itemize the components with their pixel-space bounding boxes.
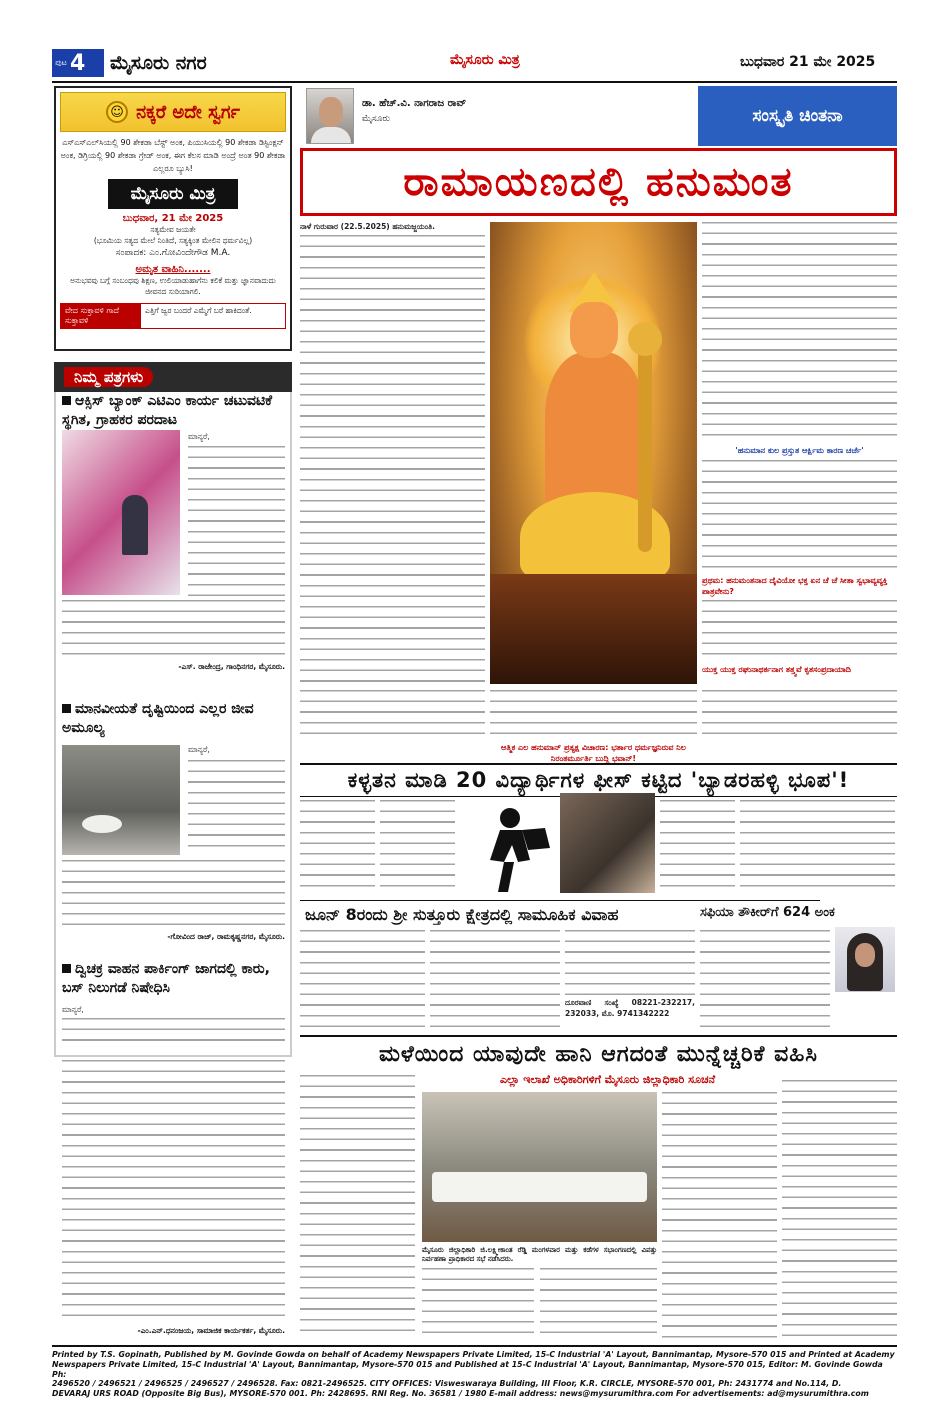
bhupa-col-3	[660, 800, 735, 895]
rain-col-2	[422, 1268, 534, 1340]
feature-col-3-end	[702, 690, 897, 740]
letter-3-title: ದ್ವಿಚಕ್ರ ವಾಹನ ಪಾರ್ಕಿಂಗ್ ಜಾಗದಲ್ಲಿ ಕಾರು, ಬಸ್ ನಿಲುಗಡೆ ನಿಷೇಧಿಸಿ	[62, 961, 270, 996]
bullet-icon	[62, 964, 71, 973]
thief-legs	[498, 862, 514, 892]
feature-callout-1: ಪ್ರಥಮ: ಹನುಮಂತನಾದ ದೈವಿಯೋ ಭಕ್ತ ಏನ ಚೆ ಚೆ ಸೀತಾ ಸ್ವಭಾವ್ಯವ್ಯಕ್ತಿ ಪಾತ್ರವೇನು?	[702, 576, 888, 596]
feature-col-3-top	[702, 222, 897, 440]
rain-col-3	[540, 1268, 657, 1340]
atm-photo	[62, 430, 180, 595]
thief-head	[500, 808, 520, 828]
vivaha-col-2	[430, 930, 560, 1030]
bullet-icon	[62, 704, 71, 713]
imprint-footer	[52, 1345, 897, 1399]
feature-col-1-end	[300, 690, 485, 740]
hanuman-image	[490, 222, 697, 684]
letters-section-header	[54, 362, 292, 392]
laugh-editorial-box	[54, 86, 292, 351]
feature-col-3-mid	[702, 460, 897, 570]
bhupa-col-2	[380, 800, 455, 895]
feature-title: ರಾಮಾಯಣದಲ್ಲಿ ಹನುಮಂತ	[300, 148, 897, 216]
letter-2-body	[62, 860, 285, 930]
feature-callout-mid: ಆತ್ಮಿಕ ಎಲ ಹನುಮಾನ್ ಪ್ರತ್ಯಕ್ಷ ವಿಚಾರಣ: ಭರ್ತಾರ ಧರ್ಮಜ್ಞನಿರುವ ನಿಲ ನಿರಂತರ್ಮೂರ್ತಿ ಬುದ್ಧಿ ಭವಾನ್!	[501, 743, 686, 763]
proverb-box	[60, 303, 286, 329]
letter-3-signature: -ಎಂ.ಎನ್.ಧನಂಜಯ, ಸಾಮಾಜಿಕ ಕಾರ್ಯಕರ್ತ, ಮೈಸೂರು.	[137, 1326, 285, 1335]
feature-caption-right: 'ಹನುಮಾನ ಕುಲ ಪ್ರಸ್ತುತ ಆರ್ಕ್ಷಿಮ ಕಾರಣ ಚರ್ಚೆ'	[735, 446, 864, 455]
imprint-line-3: 2496520 / 2496521 / 2496525 / 2496527 / 2496528. Fax: 0821-2496525. CITY OFFICES: Visweswaraya Building, III Floor, K.R. CIRCLE, MYSORE-570 001, Ph: 2431774 and No.114, D.	[52, 1379, 842, 1389]
letter-1-title: ಆಕ್ಸಿಸ್ ಬ್ಯಾಂಕ್ ಎಟಿಎಂ ಕಾರ್ಯ ಚಟುವಟಿಕೆ ಸ್ಥಗಿತ, ಗ್ರಾಹಕರ ಪರದಾಟ	[62, 393, 273, 428]
page-label: ಪುಟ	[55, 58, 67, 67]
letter-3-body-top	[62, 1018, 285, 1048]
author-name: ಡಾ. ಹೆಚ್.ವಿ. ನಾಗರಾಜ ರಾವ್	[362, 98, 467, 109]
section-name: ಮೈಸೂರು ನಗರ	[110, 52, 207, 74]
letter-3-salutation: ಮಾನ್ಯರೆ,	[62, 1005, 84, 1014]
feature-lead: ನಾಳೆ ಗುರುವಾರ (22.5.2025) ಹನುಮಜ್ಜಯಂತಿ.	[300, 222, 435, 231]
rain-col-1	[300, 1075, 415, 1340]
proverb-label: ವೇದ ಸುಕ್ತಾವಳಿ ಗಾದೆ ಸುಕ್ತಾವಳಿ	[61, 304, 141, 328]
letter-3-body	[62, 1060, 285, 1325]
imprint-line-1: Printed by T.S. Gopinath, Published by M. Govinde Gowda on behalf of Academy Newspapers Private Limited, 15-C Industrial 'A' Layout, Bannimantap, Mysore-570 015 and Printed at Academy	[52, 1350, 895, 1359]
author-place: ಮೈಸೂರು	[362, 114, 390, 124]
laugh-title: ನಕ್ಕರೆ ಅದೇ ಸ್ವರ್ಗ	[136, 101, 240, 123]
column-name: ಸಂಸ್ಕೃತಿ ಚಿಂತನಾ	[698, 86, 897, 146]
editor-name: ಸಂಪಾದಕ: ಎಂ.ಗೋವಿಂದೇಗೌಡ M.A.	[115, 248, 231, 258]
issue-date: ಬುಧವಾರ 21 ಮೇ 2025	[740, 54, 876, 70]
box-date: ಬುಧವಾರ, 21 ಮೇ 2025	[122, 213, 224, 224]
meeting-photo	[422, 1092, 657, 1242]
vivaha-headline: ಜೂನ್ 8ರಂದು ಶ್ರೀ ಸುತ್ತೂರು ಕ್ಷೇತ್ರದಲ್ಲಿ ಸಾಮೂಹಿಕ ವಿವಾಹ	[305, 905, 619, 924]
letter-1-body-wrap	[188, 446, 285, 596]
feature-col-1	[300, 235, 485, 685]
amrutha-text: ಅನುಭವವು ಬಗ್ಗೆ ಸಂಬಂಧವು ಶಿಕ್ಷಣ, ಉಲಿಯಾಡುಹಾಗೆನು ಕಲಿಕೆ ಮತ್ತು ಜ್ಞಾನವಾದುದು ಜೀವನದ ಸುರಿಯಾಗಲಿ.	[70, 276, 276, 296]
letter-1-signature: -ಎಸ್. ರಾಜೇಂದ್ರ, ಗಾಂಧಿನಗರ, ಮೈಸೂರು.	[178, 662, 285, 671]
laugh-header	[60, 92, 286, 132]
rain-col-4	[662, 1092, 777, 1340]
meeting-caption: ಮೈಸೂರು ಜಿಲ್ಲಾಧಿಕಾರಿ ಜಿ.ಲಕ್ಷ್ಮೀಕಾಂತ ರೆಡ್ಡಿ ಮಂಗಳವಾರ ಮತ್ತು ಕಡೆಗಳ ಸಭಾಂಗಣದಲ್ಲಿ ವಿಪತ್ತು ನಿರ್ವಹಣಾ ಪ್ರಾಧಿಕಾರದ ಸಭೆ ನಡೆಸಿದರು.	[422, 1246, 657, 1263]
bhupa-headline: ಕಳ್ಳತನ ಮಾಡಿ 20 ವಿದ್ಯಾರ್ಥಿಗಳ ಫೀಸ್ ಕಟ್ಟಿದ 'ಬ್ಯಾಡರಹಳ್ಳಿ ಭೂಪ'!	[347, 768, 850, 792]
safiya-headline: ಸಫಿಯಾ ತೌಕೀರ್‌ಗೆ 624 ಅಂಕ	[700, 905, 835, 920]
amrutha-title: ಅಮೃತ ವಾಹಿನಿ.......	[135, 264, 211, 275]
feature-col-2-top	[490, 690, 697, 740]
letter-1-body	[62, 600, 285, 660]
page-number-badge	[52, 49, 104, 77]
masthead: ಮೈಸೂರು ಮಿತ್ರ	[450, 52, 520, 68]
vivaha-col-1	[300, 930, 425, 1030]
author-photo	[306, 88, 354, 144]
letters-section-title: ನಿಮ್ಮ ಪತ್ರಗಳು	[64, 367, 153, 387]
letter-1-salutation: ಮಾನ್ಯರೆ,	[188, 432, 210, 441]
safiya-body	[700, 930, 830, 1030]
joke-text: ಎಸ್‌ಎಸ್‌ಎಲ್‌ಸಿಯಲ್ಲಿ 90 ಶೇಕಡಾ ಬೆಸ್ಟ್ ಅಂಕ, ಪಿಯುಸಿಯಲ್ಲಿ 90 ಶೇಕಡಾ ಡಿಸ್ಟಿಂಕ್ಷನ್ ಅಂಕ, ಡಿಗ್ರಿಯಲ್ಲಿ 90 ಶೇಕಡಾ ಗ್ರೇಡ್ ಅಂಕ, ಈಗ ಕೆಲಸ ಮಾಡಿ ಅಂದ್ರೆ ಅಂತ 90 ಶೇಕಡಾ ಎಲ್ಲರೂ ಬ್ಯುಸಿ!	[60, 138, 286, 173]
proverb-text: ಎತ್ತಿಗೆ ಜ್ವರ ಬಂದರೆ ಎಮ್ಮೆಗೆ ಬರೆ ಹಾಕಿದಂತೆ.	[145, 306, 252, 315]
letter-2-salutation: ಮಾನ್ಯರೆ,	[188, 745, 210, 754]
rule	[300, 900, 820, 901]
bhupa-col-1	[300, 800, 375, 895]
imprint-line-2: Newspapers Private Limited, 15-C Industrial 'A' Layout, Bannimantap, Mysore-570 015 and Published at 15-C Industrial 'A' Layout, Bannimantap, Mysore-570 015, Editor: M. Govinde Gowda Ph:	[52, 1359, 883, 1379]
feature-col-3-low	[702, 600, 897, 660]
student-photo	[835, 927, 895, 992]
header-rule	[52, 81, 897, 83]
rule	[300, 763, 897, 765]
vivaha-col-3	[565, 930, 695, 995]
letter-2-signature: -ಗೋವಿಂದ ರಾಜ್, ರಾಮಕೃಷ್ಣನಗರ, ಮೈಸೂರು.	[167, 932, 285, 941]
bullet-icon	[62, 396, 71, 405]
masthead-logo: ಮೈಸೂರು ಮಿತ್ರ	[108, 179, 238, 209]
letter-2-body-wrap	[188, 760, 285, 855]
motto-meaning: (ಭೂಮಿಯ ಸತ್ಯದ ಮೇಲೆ ನಿಂತಿದೆ, ಸತ್ಯಕ್ಕಿಂತ ಮೇಲಿನ ಧರ್ಮವಿಲ್ಲ)	[93, 236, 253, 245]
feature-callout-2: ಯುಕ್ತ ಯುಕ್ತ ರಘುನಾಥರ್ಕನಾಗ ತತ್ತ್ವವೆ ಕೃತಸಂಪ್ರದಾಯಾದಿ	[702, 665, 851, 674]
motto: ಸತ್ಯಮೇವ ಜಯತೇ	[150, 225, 196, 234]
imprint-line-4: DEVARAJ URS ROAD (Opposite Big Bus), MYSORE-570 001. Ph: 2428695. RNI Reg. No. 36581 / 1980 E-mail address: news@mysurumithra.com For advertisements: ad@mysurumithra.com	[52, 1389, 869, 1399]
page-number: 4	[70, 50, 86, 76]
rain-col-5	[782, 1080, 897, 1340]
rain-headline: ಮಳೆಯಿಂದ ಯಾವುದೇ ಹಾನಿ ಆಗದಂತೆ ಮುನ್ನೆಚ್ಚರಿಕೆ ವಹಿಸಿ	[378, 1042, 818, 1067]
letter-2-title: ಮಾನವೀಯತೆ ದೃಷ್ಟಿಯಿಂದ ಎಲ್ಲರ ಜೀವ ಅಮೂಲ್ಯ	[62, 701, 254, 736]
thief-illustration	[460, 800, 560, 895]
rain-subheadline: ಎಲ್ಲಾ ಇಲಾಖೆ ಅಧಿಕಾರಿಗಳಿಗೆ ಮೈಸೂರು ಜಿಲ್ಲಾಧಿಕಾರಿ ಸೂಚನೆ	[500, 1073, 716, 1086]
bhupa-col-4	[740, 800, 895, 895]
vivaha-phone: ದೂರವಾಣಿ ಸಂಖ್ಯೆ 08221-232217, 232033, ಮೊ. 9741342222	[565, 998, 695, 1018]
cat-photo	[62, 745, 180, 855]
students-photo	[560, 793, 655, 893]
rule	[300, 1035, 897, 1037]
laughing-face-icon: ☺	[106, 101, 128, 123]
